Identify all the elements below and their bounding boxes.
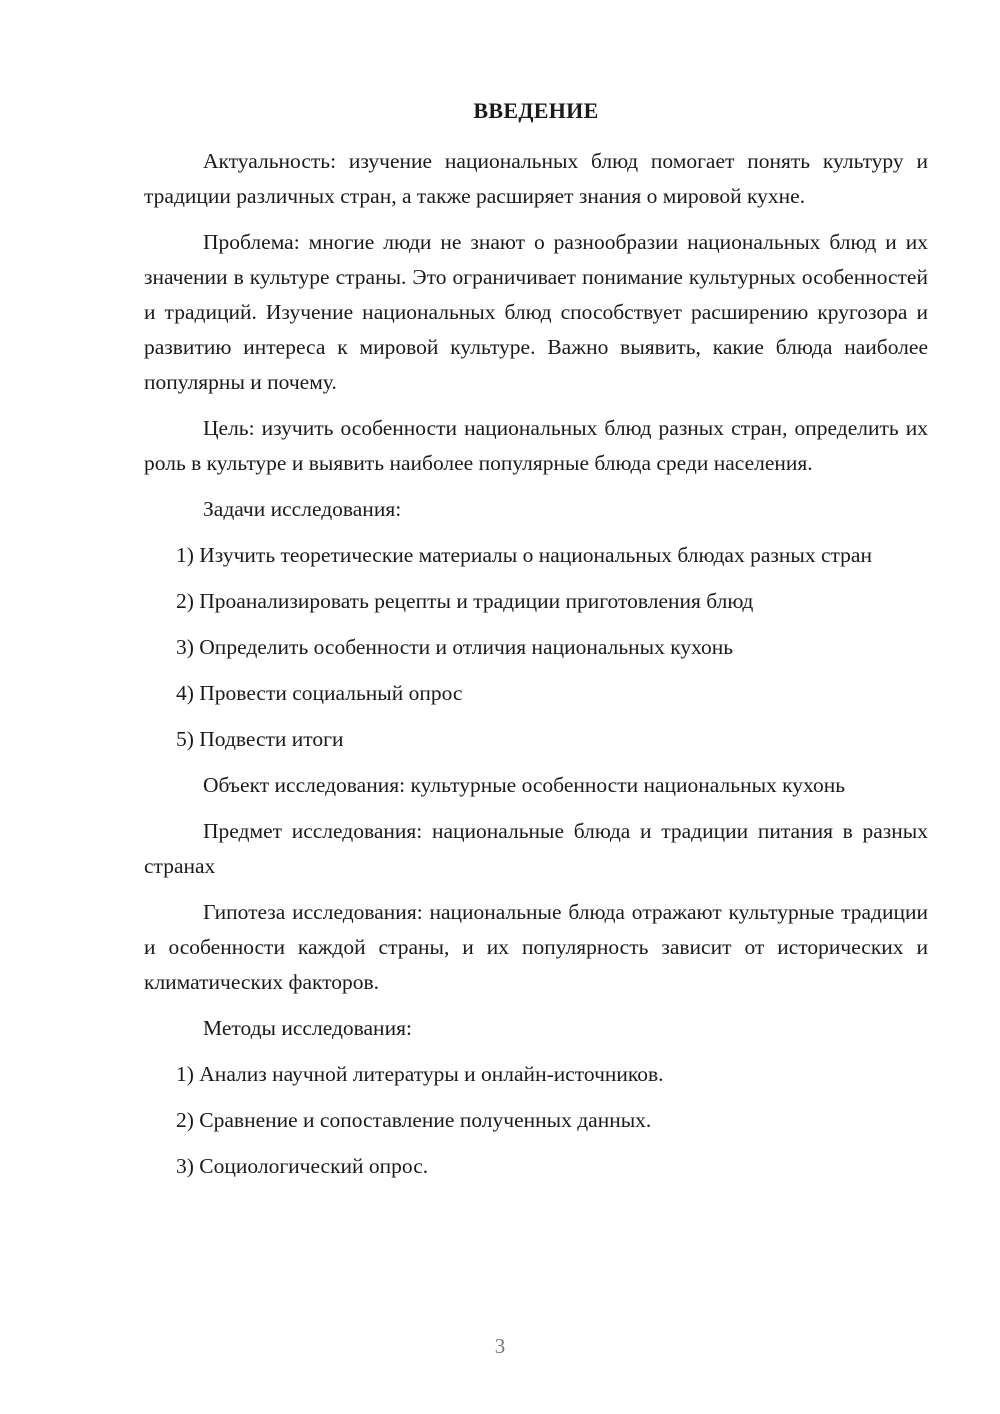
task-item: 4) Провести социальный опрос — [176, 681, 463, 705]
tasks-heading: Задачи исследования: — [203, 497, 402, 521]
methods-list — [144, 1057, 928, 1184]
page-number: 3 — [494, 1334, 506, 1358]
relevance-paragraph: Актуальность: изучение национальных блюд помогает понять культуру и традиции различных стран, а также расширяет знания о мировой кухне. — [144, 149, 928, 208]
problem-paragraph: Проблема: многие люди не знают о разнообразии национальных блюд и их значении в культуре страны. Это ограничивает понимание культурных особенностей и традиций. Изучение национальных блюд способствует расширению кругозора и развитию интереса к мировой культуре. Важно выявить, какие блюда наиболее популярны и почему. — [144, 230, 928, 394]
task-item: 2) Проанализировать рецепты и традиции приготовления блюд — [176, 589, 754, 613]
method-item: 1) Анализ научной литературы и онлайн-источников. — [176, 1062, 664, 1086]
method-item: 2) Сравнение и сопоставление полученных данных. — [176, 1108, 652, 1132]
method-item: 3) Социологический опрос. — [176, 1154, 429, 1178]
object-paragraph: Объект исследования: культурные особенности национальных кухонь — [203, 773, 846, 797]
hypothesis-paragraph: Гипотеза исследования: национальные блюда отражают культурные традиции и особенности каждой страны, и их популярность зависит от исторических и климатических факторов. — [144, 900, 928, 994]
document-page — [144, 96, 928, 1195]
page-title: ВВЕДЕНИЕ — [473, 98, 599, 123]
task-item: 5) Подвести итоги — [176, 727, 344, 751]
goal-paragraph: Цель: изучить особенности национальных блюд разных стран, определить их роль в культуре и выявить наиболее популярные блюда среди населения. — [144, 416, 928, 475]
tasks-list — [144, 538, 928, 757]
task-item: 3) Определить особенности и отличия национальных кухонь — [176, 635, 734, 659]
task-item: 1) Изучить теоретические материалы о национальных блюдах разных стран — [176, 543, 872, 567]
subject-paragraph: Предмет исследования: национальные блюда и традиции питания в разных странах — [144, 819, 928, 878]
methods-heading: Методы исследования: — [203, 1016, 412, 1040]
